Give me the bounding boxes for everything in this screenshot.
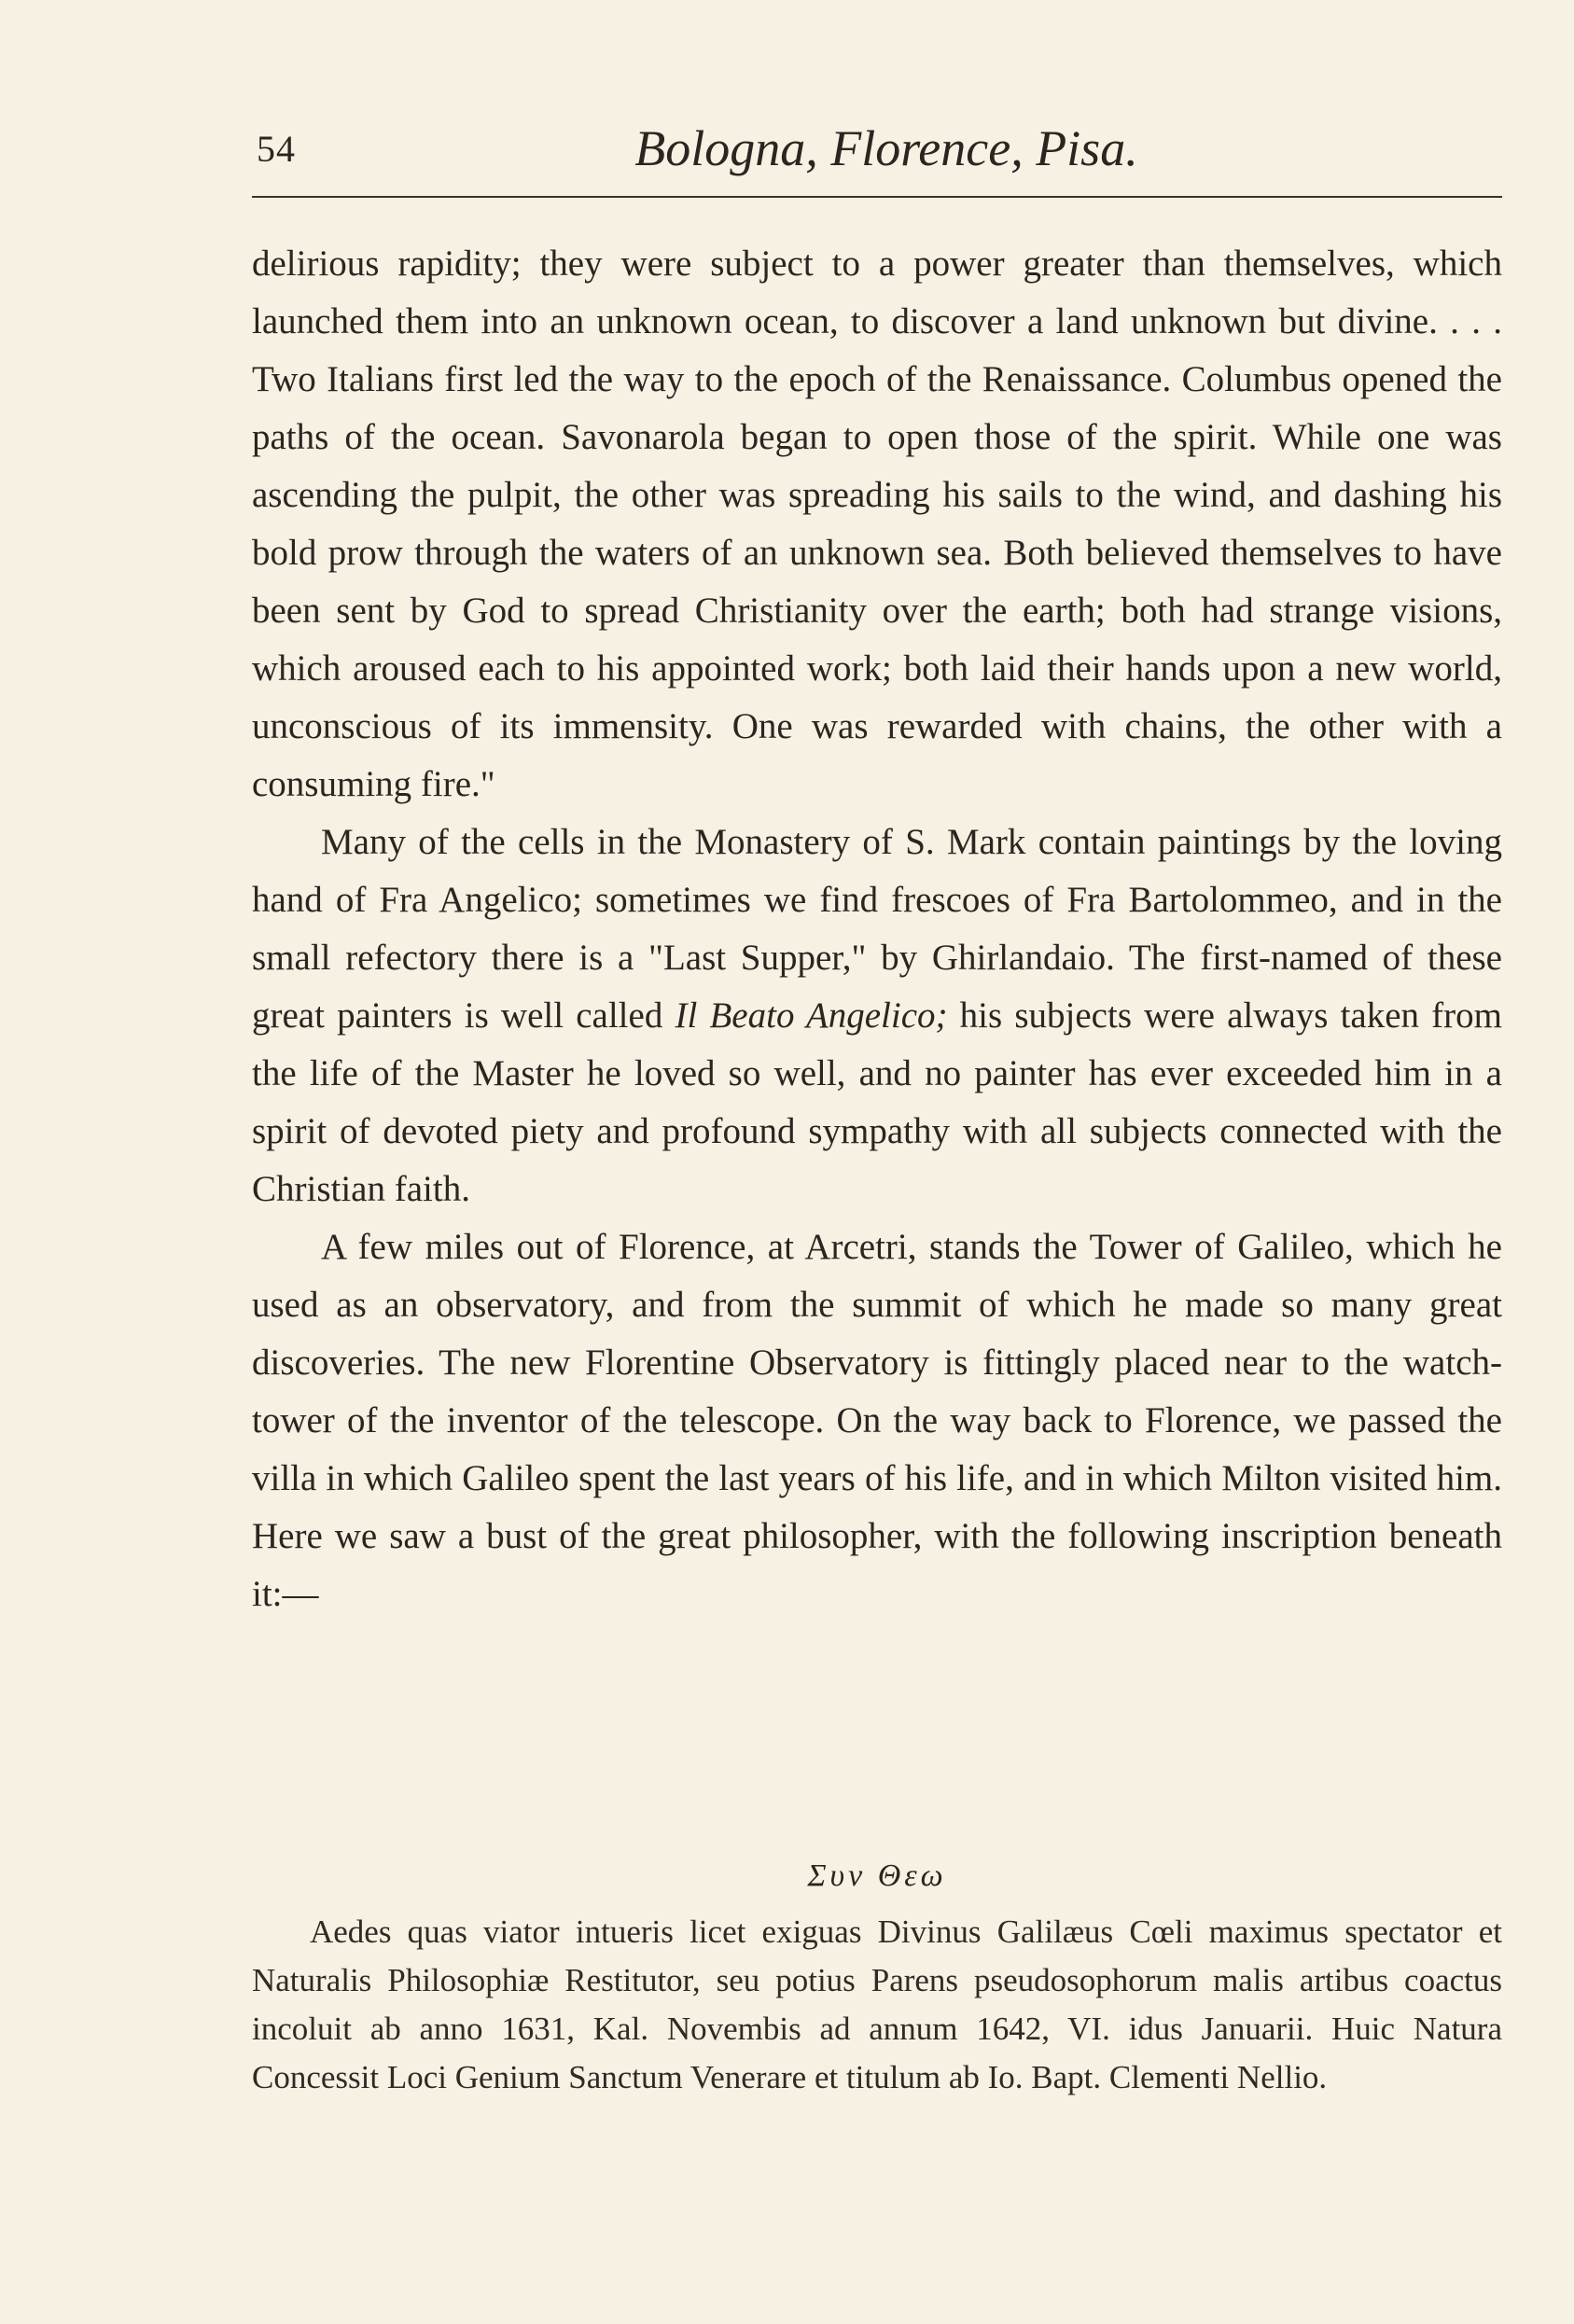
paragraph-2-italic: Il Beato Angelico; (675, 995, 948, 1036)
header-rule (252, 196, 1502, 198)
inscription-greek-heading: Συν Θεω (807, 1858, 947, 1893)
inscription-text: Aedes quas viator intueris licet exiguas Divinus Galilæus Cœli maximus spectator et Naturalis Philosophiæ Restitutor, seu potius Parens pseudosophorum malis artibus coactus incoluit ab anno 1631, Kal. Novembis ad annum 1642, VI. idus Januarii. Huic Natura Concessit Loci Genium Sanctum Venerare et titulum ab Io. Bapt. Clementi Nellio. (252, 1913, 1502, 2095)
inscription-block (252, 1908, 1502, 2102)
paragraph-2 (252, 814, 1502, 1218)
paragraph-1: delirious rapidity; they were subject to a power greater than themselves, which launched them into an unknown ocean, to discover a land unknown but divine. . . . Two Italians first led the way to the epoch of the Renaissance. Columbus opened the paths of the ocean. Savonarola began to open those of the spirit. While one was ascending the pulpit, the other was spreading his sails to the wind, and dashing his bold prow through the waters of an unknown sea. Both believed themselves to have been sent by God to spread Christianity over the earth; both had strange visions, which aroused each to his appointed work; both laid their hands upon a new world, unconscious of its immensity. One was rewarded with chains, the other with a consuming fire." (252, 244, 1502, 804)
paragraph-2-lead: Many of the cells in the Monastery of S. Mark contain paintings by the loving hand of Fra Angelico; sometimes we find frescoes of Fra Bartolommeo, and in the small refectory there is a "Last Supper," by Ghirlandaio. The first-named of these great painters is well called (252, 822, 1502, 1036)
body-text (252, 235, 1502, 1623)
paragraph-2-rest: his subjects were always taken from the life of the Master he loved so well, and no painter has ever exceeded him in a spirit of devoted piety and profound sympathy with all subjects connected with the Christian faith. (252, 995, 1502, 1209)
page-header (252, 119, 1502, 194)
paragraph-3: A few miles out of Florence, at Arcetri, stands the Tower of Galileo, which he used as an observatory, and from the summit of which he made so many great discoveries. The new Florentine Observatory is fittingly placed near to the watch-tower of the inventor of the telescope. On the way back to Florence, we passed the villa in which Galileo spent the last years of his life, and in which Milton visited him. Here we saw a bust of the great philosopher, with the following inscription beneath it:— (252, 1227, 1502, 1614)
running-title: Bologna, Florence, Pisa. (634, 120, 1138, 176)
page-number: 54 (257, 128, 296, 170)
